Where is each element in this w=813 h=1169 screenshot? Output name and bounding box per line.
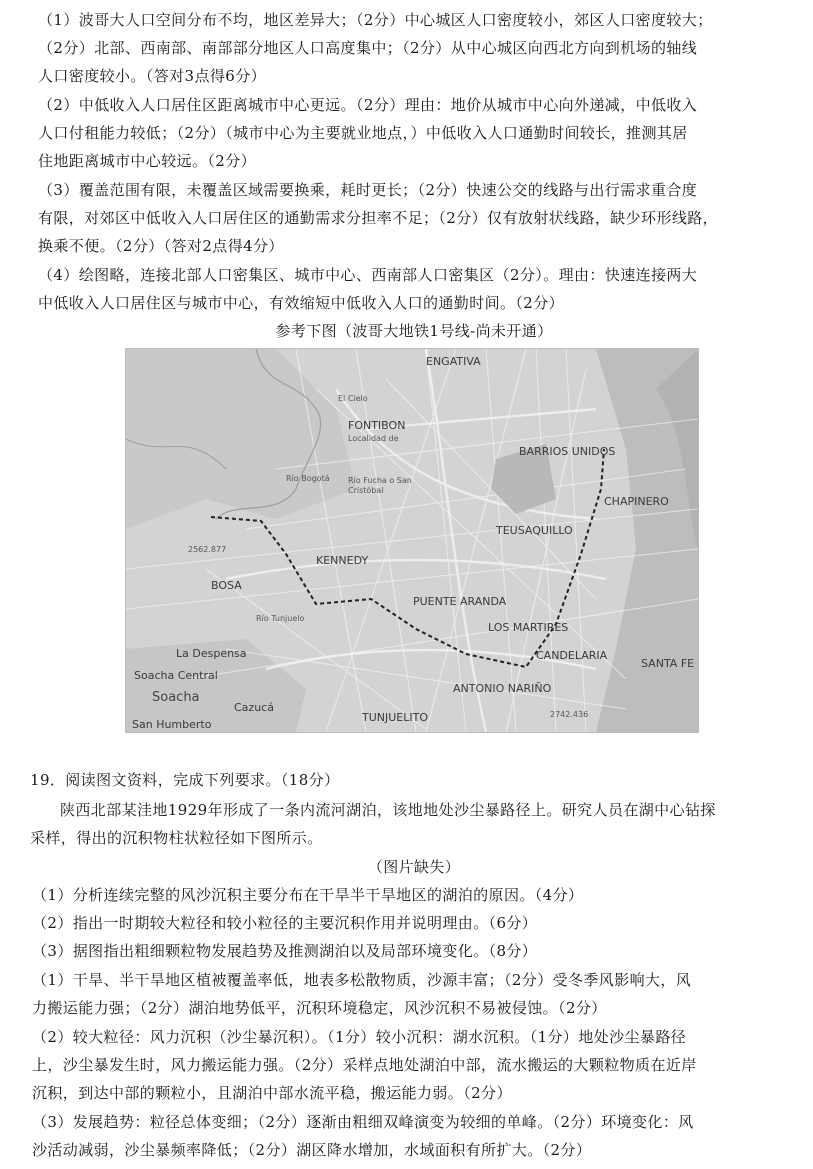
image-missing-note: （图片缺失） xyxy=(367,858,461,876)
answer18-line: （2）中低收入人口居住区距离城市中心更远。（2分）理由：地价从城市中心向外递减，中低收入 xyxy=(38,96,698,114)
label-los-martires: LOS MARTIRES xyxy=(488,621,569,634)
question19-intro: 采样，得出的沉积物柱状粒径如下图所示。 xyxy=(30,829,323,847)
answer18-line: 换乘不便。（2分）（答对2点得4分） xyxy=(38,237,284,255)
label-kennedy: KENNEDY xyxy=(316,554,369,567)
label-engativa: ENGATIVA xyxy=(426,355,481,368)
answer19-line: 力搬运能力强；（2分）湖泊地势低平，沉积环境稳定，风沙沉积不易被侵蚀。（2分） xyxy=(32,999,607,1017)
answer18-line: 住地距离城市中心较远。（2分） xyxy=(38,152,257,170)
answer18-line: （2分）北部、西南部、南部部分地区人口高度集中；（2分）从中心城区向西北方向到机场的轴线 xyxy=(38,39,698,57)
label-tunjuelito: TUNJUELITO xyxy=(362,711,428,724)
label-bosa: BOSA xyxy=(211,579,242,592)
label-fontibon: FONTIBON xyxy=(348,419,406,432)
answer18-line: 人口付租能力较低；（2分）（城市中心为主要就业地点，）中低收入人口通勤时间较长，推测其居 xyxy=(38,124,688,142)
label-rio-fucha: Río Fucha o San xyxy=(348,476,412,485)
label-candelaria: CANDELARIA xyxy=(536,649,608,662)
answer19-line: （1）干旱、半干旱地区植被覆盖率低，地表多松散物质，沙源丰富；（2分）受冬季风影响大，风 xyxy=(32,971,692,989)
label-localidad: Localidad de xyxy=(348,434,399,443)
question19-intro: 陕西北部某洼地1929年形成了一条内流河湖泊，该地地处沙尘暴路径上。研究人员在湖中心钻探 xyxy=(60,801,716,819)
label-puente-aranda: PUENTE ARANDA xyxy=(413,595,507,608)
answer19-line: 沙活动减弱，沙尘暴频率降低；（2分）湖区降水增加，水域面积有所扩大。（2分） xyxy=(32,1141,592,1159)
label-antonio-narino: ANTONIO NARIÑO xyxy=(453,682,552,695)
answer18-line: （1）波哥大人口空间分布不均，地区差异大；（2分）中心城区人口密度较小，郊区人口密度较大； xyxy=(38,11,713,29)
label-teusaquillo: TEUSAQUILLO xyxy=(496,524,573,537)
answer18-line: （4）绘图略，连接北部人口密集区、城市中心、西南部人口密集区（2分）。理由：快速连接两大 xyxy=(38,266,698,284)
label-chapinero: CHAPINERO xyxy=(604,495,669,508)
question19-part: （2）指出一时期较大粒径和较小粒径的主要沉积作用并说明理由。（6分） xyxy=(32,914,538,932)
answer19-line: （3）发展趋势：粒径总体变细；（2分）逐渐由粗细双峰演变为较细的单峰。（2分）环境变化：风 xyxy=(32,1113,694,1131)
answer18-line: 中低收入人口居住区与城市中心，有效缩短中低收入人口的通勤时间。（2分） xyxy=(38,294,565,312)
answer18-line: 有限，对郊区中低收入人口居住区的通勤需求分担率不足；（2分）仅有放射状线路，缺少环形线路， xyxy=(38,209,719,227)
label-san-humberto: San Humberto xyxy=(132,718,212,731)
label-rio-tunjuelo: Río Tunjuelo xyxy=(256,614,305,623)
map-svg xyxy=(126,349,698,732)
map-caption: 参考下图（波哥大地铁1号线-尚未开通） xyxy=(275,322,553,340)
label-cristobal: Cristóbal xyxy=(348,486,384,495)
answer18-line: 人口密度较小。（答对3点得6分） xyxy=(38,67,266,85)
label-cazuca: Cazucá xyxy=(234,701,274,714)
label-elcielo: El Cielo xyxy=(338,394,368,403)
answer19-line: 上，沙尘暴发生时，风力搬运能力强。（2分）采样点地处湖泊中部，流水搬运的大颗粒物质在近岸 xyxy=(32,1056,697,1074)
question19-title: 19．阅读图文资料，完成下列要求。（18分） xyxy=(30,771,340,789)
label-soacha-central: Soacha Central xyxy=(134,669,218,682)
answer18-line: （3）覆盖范围有限，未覆盖区域需要换乘，耗时更长；（2分）快速公交的线路与出行需求重合度 xyxy=(38,181,698,199)
label-santa-fe: SANTA FE xyxy=(641,657,695,670)
question19-part: （1）分析连续完整的风沙沉积主要分布在干旱半干旱地区的湖泊的原因。（4分） xyxy=(32,886,584,904)
label-rio-bogota: Río Bogotá xyxy=(286,474,330,483)
answer19-line: 沉积，到达中部的颗粒小，且湖泊中部水流平稳，搬运能力弱。（2分） xyxy=(32,1084,512,1102)
question19-part: （3）据图指出粗细颗粒物发展趋势及推测湖泊以及局部环境变化。（8分） xyxy=(32,942,538,960)
answer19-line: （2）较大粒径：风力沉积（沙尘暴沉积）。（1分）较小沉积：湖水沉积。（1分）地处沙尘暴路径 xyxy=(32,1028,687,1046)
label-elevation-2: 2742.436 xyxy=(550,710,589,719)
label-barrios-unidos: BARRIOS UNIDOS xyxy=(519,445,616,458)
label-soacha: Soacha xyxy=(152,690,200,705)
bogota-metro-map xyxy=(125,348,699,733)
label-elevation-1: 2562.877 xyxy=(188,545,227,554)
label-la-despensa: La Despensa xyxy=(176,647,247,660)
